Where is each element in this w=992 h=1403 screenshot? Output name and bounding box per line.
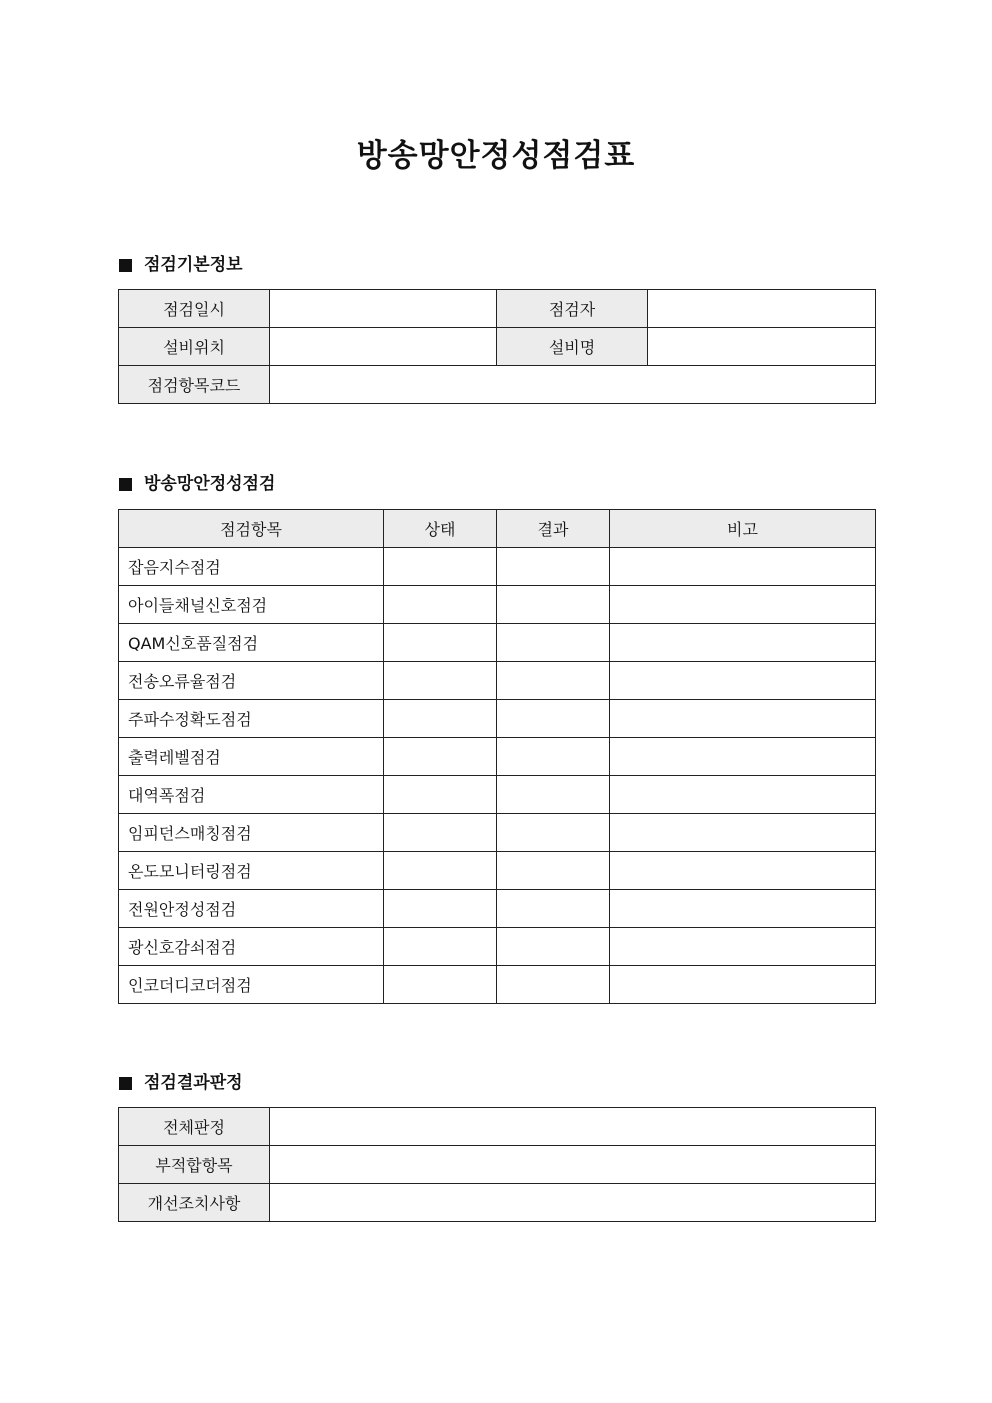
overall-judgment-field[interactable] [270, 1108, 876, 1146]
check-item-label: 온도모니터링점검 [119, 852, 384, 890]
section-heading-result [119, 1071, 243, 1095]
result-cell[interactable] [497, 890, 610, 928]
section-title: 점검기본정보 [144, 255, 243, 275]
nonconforming-items-field[interactable] [270, 1146, 876, 1184]
status-cell[interactable] [384, 662, 497, 700]
table-row [119, 548, 876, 586]
label-cell: 설비위치 [119, 328, 270, 366]
section-title: 방송망안정성점검 [144, 474, 276, 494]
result-cell[interactable] [497, 586, 610, 624]
facility-location-field[interactable] [270, 328, 497, 366]
inspector-field[interactable] [648, 290, 876, 328]
result-cell[interactable] [497, 624, 610, 662]
table-row [119, 662, 876, 700]
inspection-date-field[interactable] [270, 290, 497, 328]
table-row [119, 814, 876, 852]
check-item-label: 전송오류율점검 [119, 662, 384, 700]
label-cell: 전체판정 [119, 1108, 270, 1146]
table-row [119, 328, 876, 366]
table-row [119, 1184, 876, 1222]
label-cell: 부적합항목 [119, 1146, 270, 1184]
column-header-result: 결과 [497, 510, 610, 548]
check-item-label: 임피던스매칭점검 [119, 814, 384, 852]
remarks-cell[interactable] [610, 852, 876, 890]
result-cell[interactable] [497, 852, 610, 890]
table-row [119, 1108, 876, 1146]
status-cell[interactable] [384, 624, 497, 662]
square-bullet-icon [119, 478, 132, 491]
remarks-cell[interactable] [610, 662, 876, 700]
result-cell[interactable] [497, 662, 610, 700]
status-cell[interactable] [384, 738, 497, 776]
table-row [119, 776, 876, 814]
check-item-label: 광신호감쇠점검 [119, 928, 384, 966]
check-item-label: 전원안정성점검 [119, 890, 384, 928]
basic-info-table [118, 289, 876, 404]
result-cell[interactable] [497, 776, 610, 814]
square-bullet-icon [119, 1077, 132, 1090]
remarks-cell[interactable] [610, 548, 876, 586]
check-item-label: 대역폭점검 [119, 776, 384, 814]
remarks-cell[interactable] [610, 928, 876, 966]
remarks-cell[interactable] [610, 966, 876, 1004]
result-cell[interactable] [497, 700, 610, 738]
table-row [119, 366, 876, 404]
remarks-cell[interactable] [610, 700, 876, 738]
table-row [119, 852, 876, 890]
table-row [119, 890, 876, 928]
page-title: 방송망안정성점검표 [356, 138, 636, 174]
status-cell[interactable] [384, 776, 497, 814]
table-row [119, 966, 876, 1004]
check-item-label: 출력레벨점검 [119, 738, 384, 776]
status-cell[interactable] [384, 890, 497, 928]
status-cell[interactable] [384, 586, 497, 624]
table-row [119, 700, 876, 738]
label-cell: 점검항목코드 [119, 366, 270, 404]
remarks-cell[interactable] [610, 814, 876, 852]
check-item-label: 아이들채널신호점검 [119, 586, 384, 624]
status-cell[interactable] [384, 966, 497, 1004]
item-code-field[interactable] [270, 366, 876, 404]
check-item-label: 잡음지수점검 [119, 548, 384, 586]
table-row [119, 586, 876, 624]
table-row [119, 290, 876, 328]
remarks-cell[interactable] [610, 624, 876, 662]
label-cell: 설비명 [497, 328, 648, 366]
result-cell[interactable] [497, 738, 610, 776]
remarks-cell[interactable] [610, 890, 876, 928]
stability-check-table [118, 509, 876, 1004]
section-title: 점검결과판정 [144, 1073, 243, 1093]
square-bullet-icon [119, 259, 132, 272]
status-cell[interactable] [384, 814, 497, 852]
table-row [119, 624, 876, 662]
table-row [119, 928, 876, 966]
status-cell[interactable] [384, 700, 497, 738]
column-header-item: 점검항목 [119, 510, 384, 548]
status-cell[interactable] [384, 928, 497, 966]
result-cell[interactable] [497, 814, 610, 852]
label-cell: 개선조치사항 [119, 1184, 270, 1222]
remarks-cell[interactable] [610, 738, 876, 776]
table-row [119, 1146, 876, 1184]
column-header-status: 상태 [384, 510, 497, 548]
result-table [118, 1107, 876, 1222]
remarks-cell[interactable] [610, 586, 876, 624]
check-item-label: 인코더디코더점검 [119, 966, 384, 1004]
table-header-row [119, 510, 876, 548]
corrective-actions-field[interactable] [270, 1184, 876, 1222]
label-cell: 점검자 [497, 290, 648, 328]
status-cell[interactable] [384, 548, 497, 586]
result-cell[interactable] [497, 966, 610, 1004]
result-cell[interactable] [497, 928, 610, 966]
table-row [119, 738, 876, 776]
label-cell: 점검일시 [119, 290, 270, 328]
remarks-cell[interactable] [610, 776, 876, 814]
status-cell[interactable] [384, 852, 497, 890]
section-heading-basic-info [119, 253, 243, 277]
facility-name-field[interactable] [648, 328, 876, 366]
check-item-label: QAM신호품질점검 [119, 624, 384, 662]
section-heading-stability-check [119, 472, 275, 496]
check-item-label: 주파수정확도점검 [119, 700, 384, 738]
result-cell[interactable] [497, 548, 610, 586]
column-header-remarks: 비고 [610, 510, 876, 548]
